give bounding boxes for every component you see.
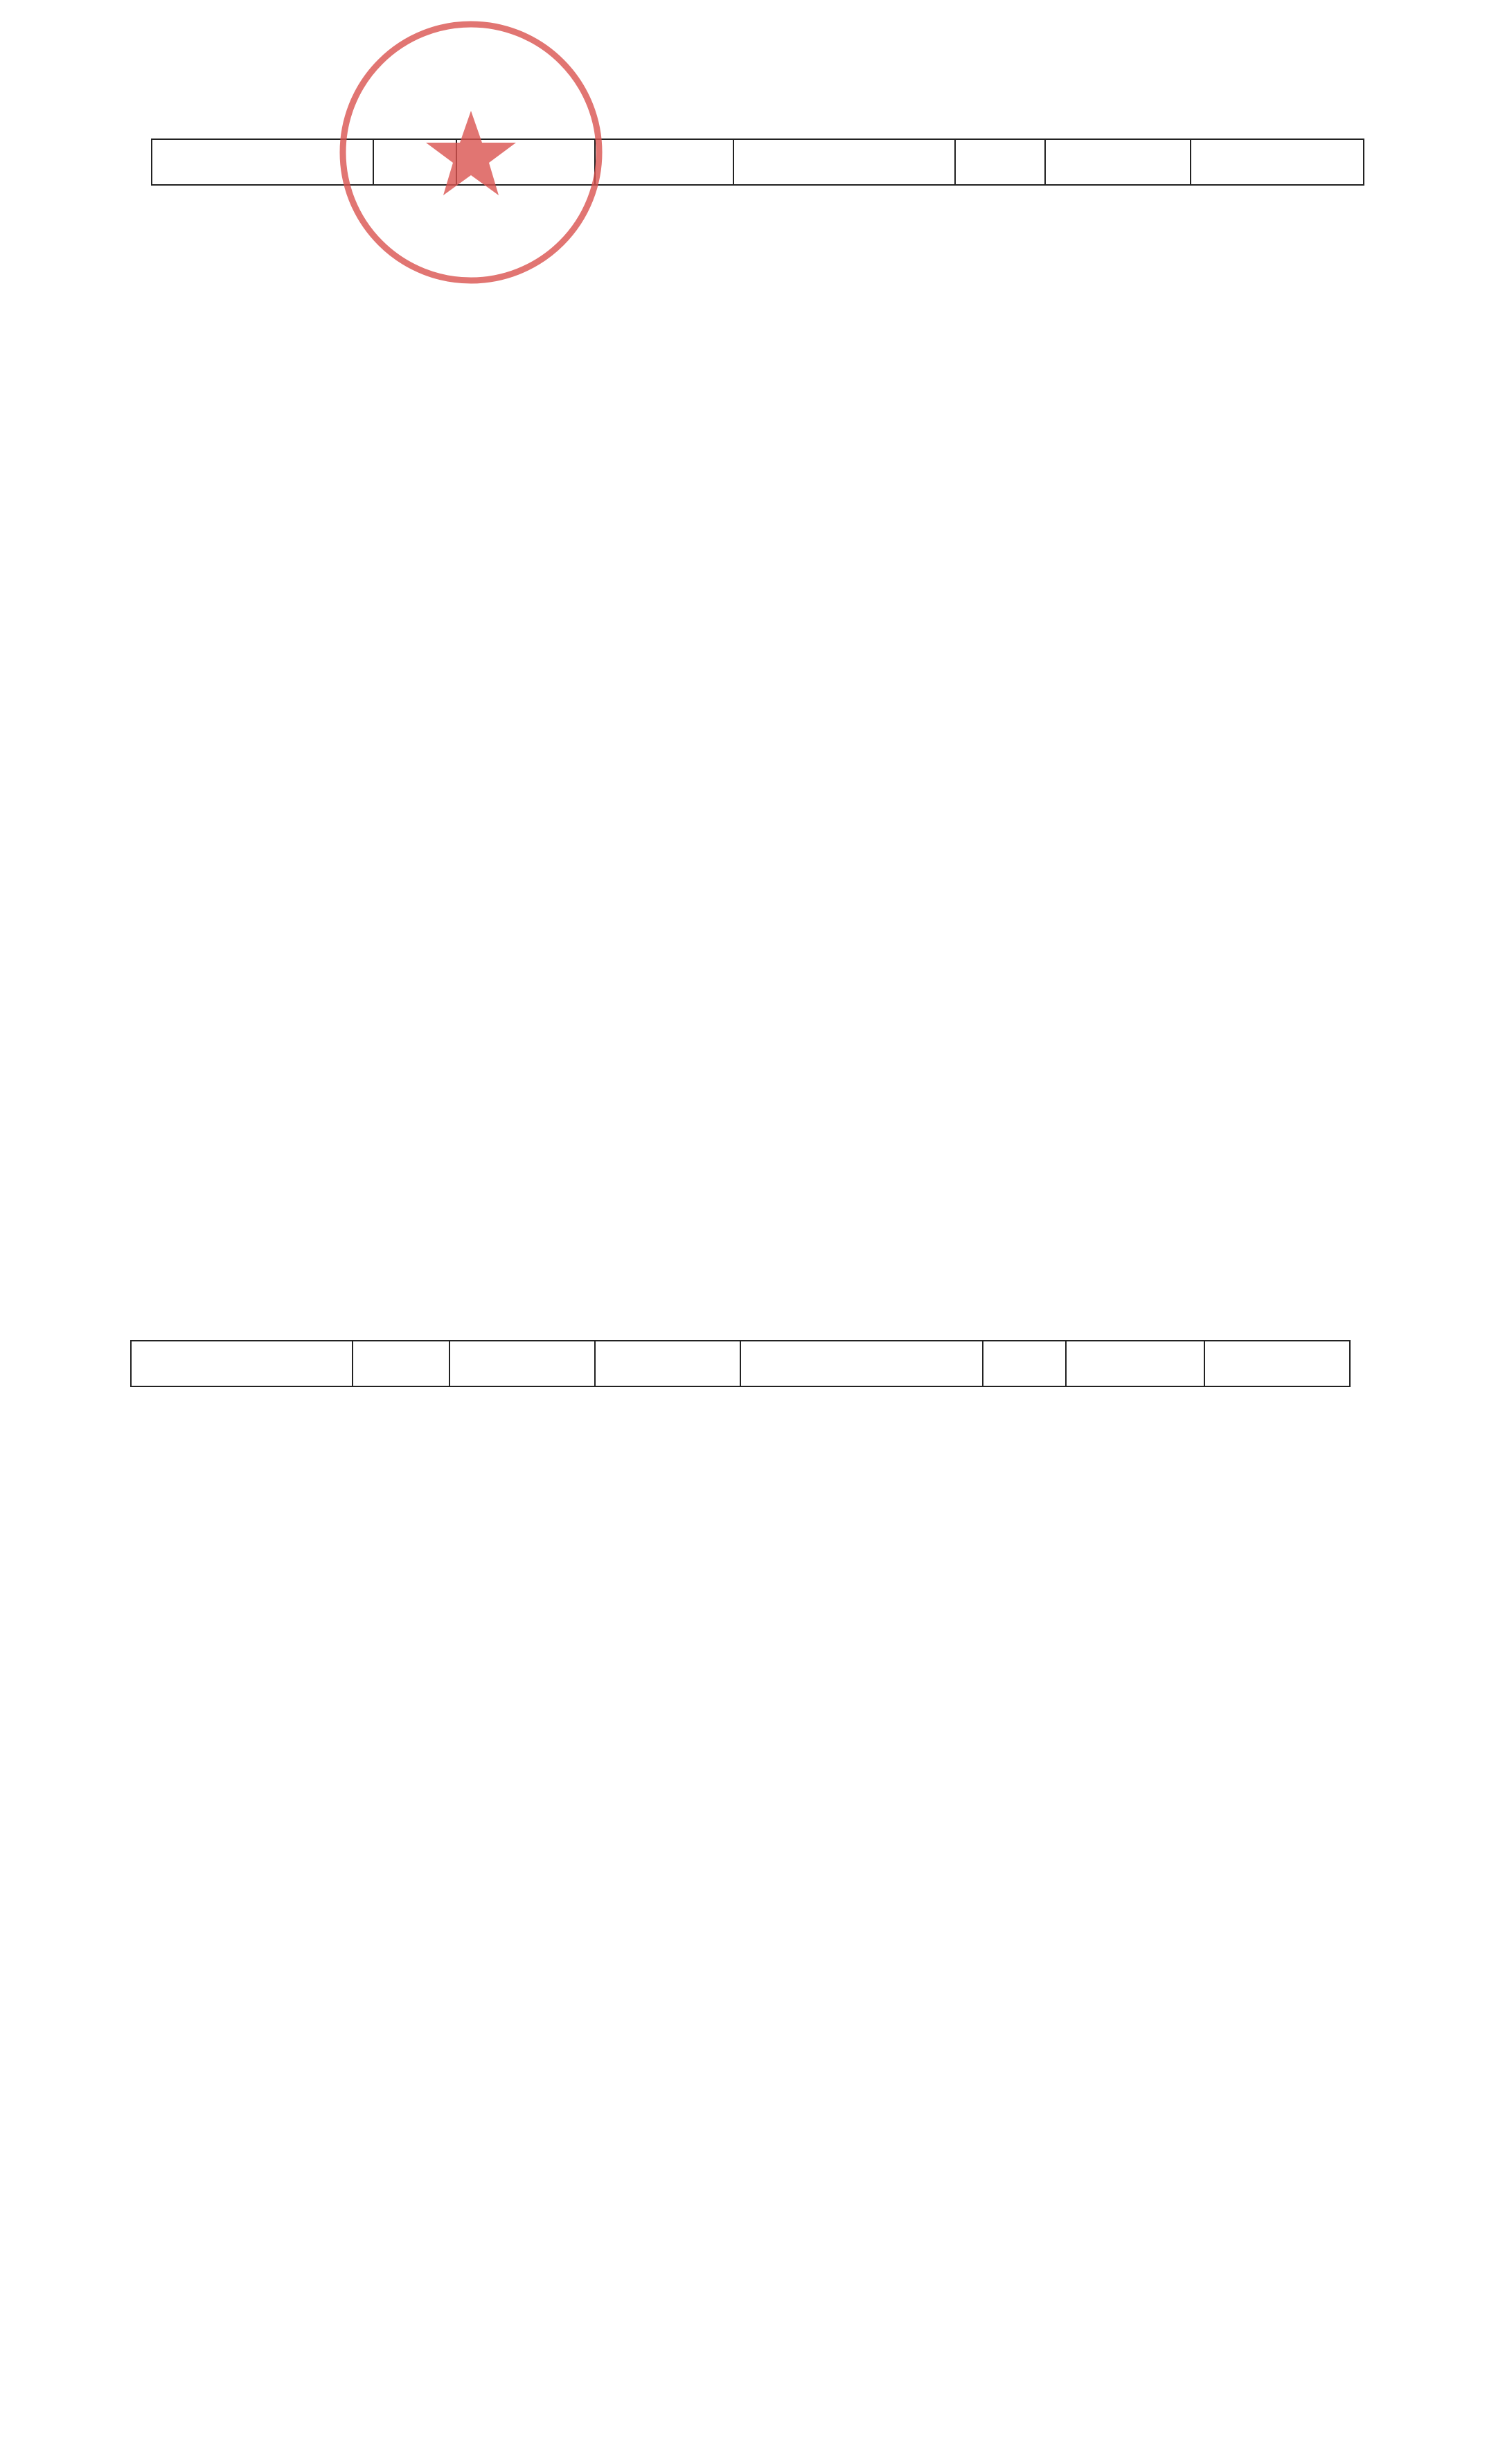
income-table-2 [130, 1340, 1351, 1387]
official-seal [326, 7, 616, 298]
col-header-item [131, 1341, 353, 1386]
col-header-ytd [595, 1341, 740, 1386]
col-header-seq [353, 1341, 449, 1386]
col-header-seq [983, 1341, 1066, 1386]
col-header-item [733, 139, 955, 185]
unit-head [139, 1262, 152, 1286]
col-header-ytd [1191, 139, 1364, 185]
preparer [1108, 1280, 1122, 1304]
col-header-current [1066, 1341, 1204, 1386]
col-header-current [449, 1341, 595, 1386]
seal-star-icon [426, 111, 516, 195]
col-header-seq [955, 139, 1045, 185]
col-header-item [740, 1341, 983, 1386]
col-header-current [1045, 139, 1191, 185]
table-header-row [131, 1341, 1350, 1386]
col-header-ytd [1204, 1341, 1350, 1386]
